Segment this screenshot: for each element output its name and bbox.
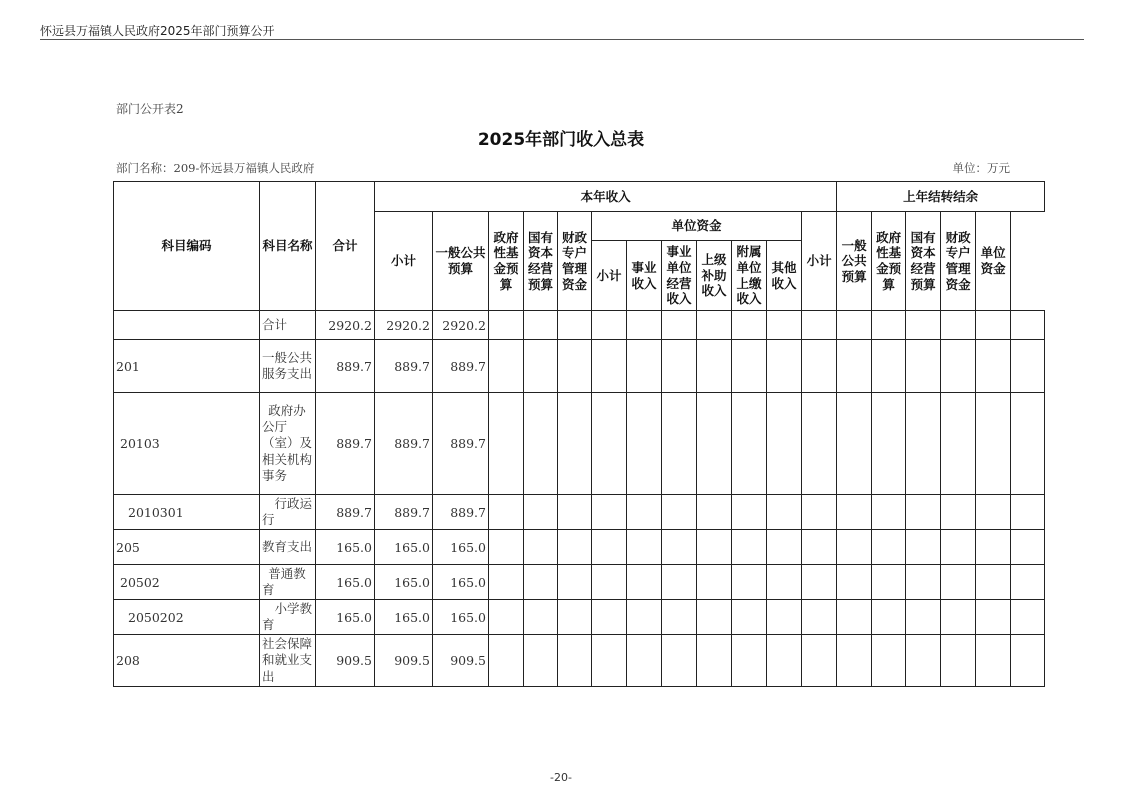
cell-total: 889.7: [316, 495, 375, 530]
cell-subtotal: 165.0: [375, 530, 433, 565]
cell-general: 909.5: [433, 635, 489, 687]
cell-general: 165.0: [433, 530, 489, 565]
cell-name: 政府办公厅（室）及相关机构事务: [260, 393, 316, 495]
header-uf-affiliated-income: 附属单位上缴收入: [732, 241, 767, 311]
cell-general: 2920.2: [433, 311, 489, 340]
header-unit-funds: 单位资金: [592, 212, 802, 241]
cell-name: 合计: [260, 311, 316, 340]
header-co-subtotal: 小计: [802, 212, 837, 311]
header-co-gov-fund: 政府性基金预算: [872, 212, 906, 311]
table-row-total: [114, 311, 1045, 340]
header-current-year-income: 本年收入: [375, 182, 837, 212]
cell-code: [114, 311, 260, 340]
cell-subtotal: 889.7: [375, 340, 433, 393]
cell-total: 165.0: [316, 600, 375, 635]
table-row: [114, 530, 1045, 565]
cell-code: 201: [114, 340, 260, 393]
page-title: 2025年部门收入总表: [477, 130, 645, 150]
cell-name: 行政运行: [260, 495, 316, 530]
cell-code: 20103: [114, 393, 260, 495]
cell-name: 一般公共服务支出: [260, 340, 316, 393]
cell-name: 小学教育: [260, 600, 316, 635]
table-row: [114, 393, 1045, 495]
cell-total: 889.7: [316, 393, 375, 495]
cell-subtotal: 165.0: [375, 565, 433, 600]
table-row: [114, 495, 1045, 530]
header-uf-other-income: 其他收入: [767, 241, 802, 311]
cell-name: 社会保障和就业支出: [260, 635, 316, 687]
cell-general: 165.0: [433, 565, 489, 600]
cell-code: 2050202: [114, 600, 260, 635]
table-row: [114, 600, 1045, 635]
table-row: [114, 340, 1045, 393]
header-code: 科目编码: [114, 182, 260, 311]
cell-total: 2920.2: [316, 311, 375, 340]
header-uf-subsidy-income: 上级补助收入: [697, 241, 732, 311]
cell-general: 165.0: [433, 600, 489, 635]
cell-subtotal: 2920.2: [375, 311, 433, 340]
header-co-unit-funds: 单位资金: [976, 212, 1011, 311]
cell-code: 205: [114, 530, 260, 565]
header-uf-business-income: 事业收入: [627, 241, 662, 311]
table-row: [114, 635, 1045, 687]
header-co-general-budget: 一般公共预算: [837, 212, 872, 311]
cell-total: 889.7: [316, 340, 375, 393]
cell-code: 20502: [114, 565, 260, 600]
cell-general: 889.7: [433, 495, 489, 530]
cell-name: 普通教育: [260, 565, 316, 600]
page-number: -20-: [550, 771, 572, 784]
income-summary-table: [113, 181, 1045, 687]
unit-label: 单位：万元: [952, 161, 1010, 175]
cell-subtotal: 909.5: [375, 635, 433, 687]
cell-code: 208: [114, 635, 260, 687]
cell-subtotal: 889.7: [375, 393, 433, 495]
header-total: 合计: [316, 182, 375, 311]
header-cy-subtotal: 小计: [375, 212, 433, 311]
department-name: 部门名称：209-怀远县万福镇人民政府: [116, 161, 315, 175]
cell-total: 165.0: [316, 565, 375, 600]
header-cy-gov-fund: 政府性基金预算: [489, 212, 524, 311]
cell-name: 教育支出: [260, 530, 316, 565]
header-co-state-capital: 国有资本经营预算: [906, 212, 941, 311]
header-cy-general-budget: 一般公共预算: [433, 212, 489, 311]
cell-general: 889.7: [433, 340, 489, 393]
header-rule: [40, 39, 1084, 40]
header-cy-fiscal-special: 财政专户管理资金: [558, 212, 592, 311]
header-co-fiscal-special: 财政专户管理资金: [941, 212, 976, 311]
table-number: 部门公开表2: [116, 102, 184, 116]
cell-subtotal: 165.0: [375, 600, 433, 635]
header-cy-state-capital: 国有资本经营预算: [524, 212, 558, 311]
header-uf-subtotal: 小计: [592, 241, 627, 311]
header-carryover-balance: 上年结转结余: [837, 182, 1045, 212]
header-uf-operating-income: 事业单位经营收入: [662, 241, 697, 311]
cell-code: 2010301: [114, 495, 260, 530]
cell-total: 165.0: [316, 530, 375, 565]
cell-general: 889.7: [433, 393, 489, 495]
cell-total: 909.5: [316, 635, 375, 687]
page-header: 怀远县万福镇人民政府2025年部门预算公开: [40, 24, 275, 38]
table-row: [114, 565, 1045, 600]
header-name: 科目名称: [260, 182, 316, 311]
cell-subtotal: 889.7: [375, 495, 433, 530]
